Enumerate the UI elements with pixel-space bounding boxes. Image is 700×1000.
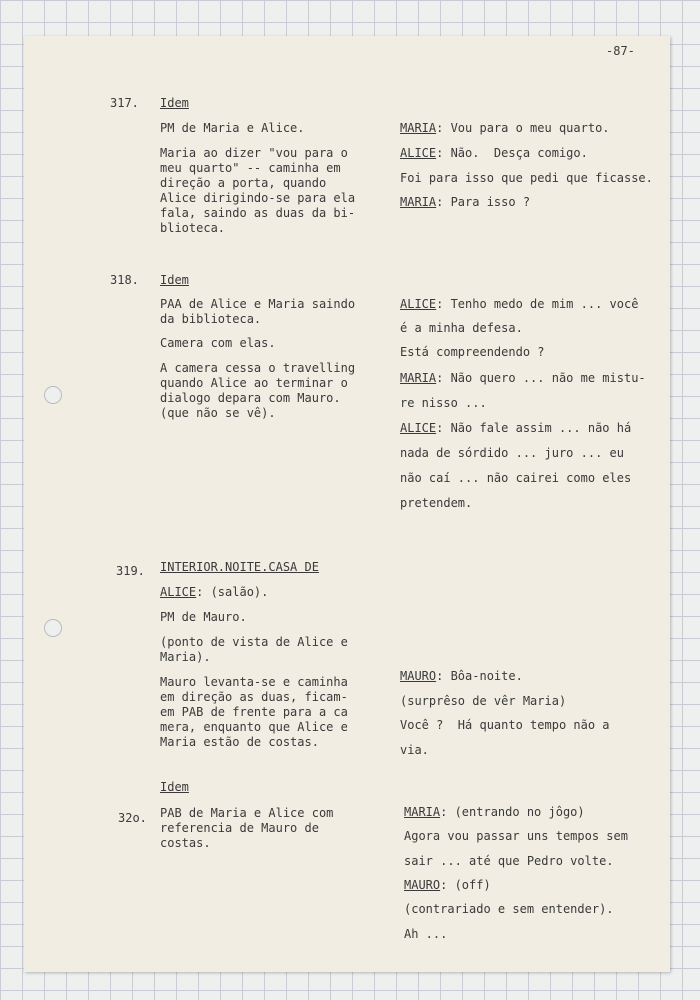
scene-heading-line	[160, 585, 268, 600]
scene-number: 32o.	[118, 811, 147, 825]
action-line: quando Alice ao terminar o	[160, 376, 348, 390]
speaker-name: MARIA	[400, 371, 437, 385]
dialogue-line: sair ... até que Pedro volte.	[404, 854, 614, 868]
speaker-name: MAURO	[404, 878, 441, 892]
scene-heading: Idem	[160, 96, 189, 110]
dialogue-line: Ah ...	[404, 927, 448, 941]
action-line: (ponto de vista de Alice e	[160, 635, 348, 649]
speaker-name: ALICE	[400, 421, 437, 435]
scene-number: 319.	[116, 564, 145, 578]
dialogue-line: Está compreendendo ?	[400, 345, 545, 359]
dialogue-line: MARIA: Não quero ... não me mistu-	[400, 371, 646, 385]
dialogue-line: MAURO: (off)	[404, 878, 491, 892]
dialogue-line: ALICE: Não. Desça comigo.	[400, 146, 588, 160]
speaker-name: MARIA	[400, 195, 437, 209]
dialogue-line: MARIA: Para isso ?	[400, 195, 531, 209]
dialogue-text: Não quero ... não me mistu-	[450, 371, 646, 385]
action-line: direção a porta, quando	[160, 176, 327, 190]
action-line: dialogo depara com Mauro.	[160, 391, 341, 405]
action-line: PM de Mauro.	[160, 610, 247, 624]
scene-heading: ALICE	[160, 585, 197, 599]
dialogue-line: MARIA: Vou para o meu quarto.	[400, 121, 610, 135]
scene-heading: Idem	[160, 780, 189, 794]
punch-hole	[44, 386, 62, 404]
speaker-name: MARIA	[400, 121, 437, 135]
dialogue-text: (entrando no jôgo)	[454, 805, 585, 819]
speaker-name: MAURO	[400, 669, 437, 683]
punch-hole	[44, 619, 62, 637]
dialogue-line: é a minha defesa.	[400, 321, 523, 335]
action-line: Alice dirigindo-se para ela	[160, 191, 356, 205]
speaker-name: MARIA	[404, 805, 441, 819]
scene-heading: Idem	[160, 273, 189, 287]
scene-number: 318.	[110, 273, 139, 287]
dialogue-line: (contrariado e sem entender).	[404, 902, 614, 916]
dialogue-line: não caí ... não cairei como eles	[400, 471, 632, 485]
action-line: A camera cessa o travelling	[160, 361, 356, 375]
dialogue-text: Vou para o meu quarto.	[450, 121, 610, 135]
action-line: PAA de Alice e Maria saindo	[160, 297, 356, 311]
action-line: referencia de Mauro de	[160, 821, 319, 835]
dialogue-text: (off)	[454, 878, 491, 892]
action-line: PAB de Maria e Alice com	[160, 806, 334, 820]
dialogue-line: nada de sórdido ... juro ... eu	[400, 446, 624, 460]
dialogue-text: Bôa-noite.	[450, 669, 523, 683]
action-line: PM de Maria e Alice.	[160, 121, 305, 135]
action-line: meu quarto" -- caminha em	[160, 161, 341, 175]
dialogue-line: (surprêso de vêr Maria)	[400, 694, 567, 708]
scene-heading-suffix: : (salão).	[196, 585, 269, 599]
action-line: Mauro levanta-se e caminha	[160, 675, 348, 689]
dialogue-line: pretendem.	[400, 496, 473, 510]
action-line: em PAB de frente para a ca	[160, 705, 348, 719]
action-line: fala, saindo as duas da bi-	[160, 206, 356, 220]
dialogue-line: via.	[400, 743, 429, 757]
script-page	[24, 36, 670, 972]
dialogue-line: ALICE: Não fale assim ... não há	[400, 421, 632, 435]
action-line: blioteca.	[160, 221, 226, 235]
dialogue-text: Tenho medo de mim ... você	[450, 297, 639, 311]
dialogue-line: Você ? Há quanto tempo não a	[400, 718, 610, 732]
action-line: Camera com elas.	[160, 336, 276, 350]
scene-number: 317.	[110, 96, 139, 110]
dialogue-line: ALICE: Tenho medo de mim ... você	[400, 297, 639, 311]
page-number: -87-	[606, 44, 635, 58]
action-line: Maria ao dizer "vou para o	[160, 146, 348, 160]
dialogue-text: Não fale assim ... não há	[450, 421, 632, 435]
dialogue-text: Para isso ?	[450, 195, 531, 209]
dialogue-line: Foi para isso que pedi que ficasse.	[400, 171, 653, 185]
speaker-name: ALICE	[400, 146, 437, 160]
action-line: da biblioteca.	[160, 312, 262, 326]
scene-heading: INTERIOR.NOITE.CASA DE	[160, 560, 319, 574]
dialogue-text: Não. Desça comigo.	[450, 146, 588, 160]
action-line: (que não se vê).	[160, 406, 276, 420]
dialogue-line: MARIA: (entrando no jôgo)	[404, 805, 585, 819]
dialogue-line: re nisso ...	[400, 396, 487, 410]
speaker-name: ALICE	[400, 297, 437, 311]
action-line: Maria estão de costas.	[160, 735, 319, 749]
action-line: em direção as duas, ficam-	[160, 690, 348, 704]
dialogue-line: Agora vou passar uns tempos sem	[404, 829, 628, 843]
action-line: costas.	[160, 836, 211, 850]
action-line: mera, enquanto que Alice e	[160, 720, 348, 734]
dialogue-line: MAURO: Bôa-noite.	[400, 669, 523, 683]
action-line: Maria).	[160, 650, 211, 664]
